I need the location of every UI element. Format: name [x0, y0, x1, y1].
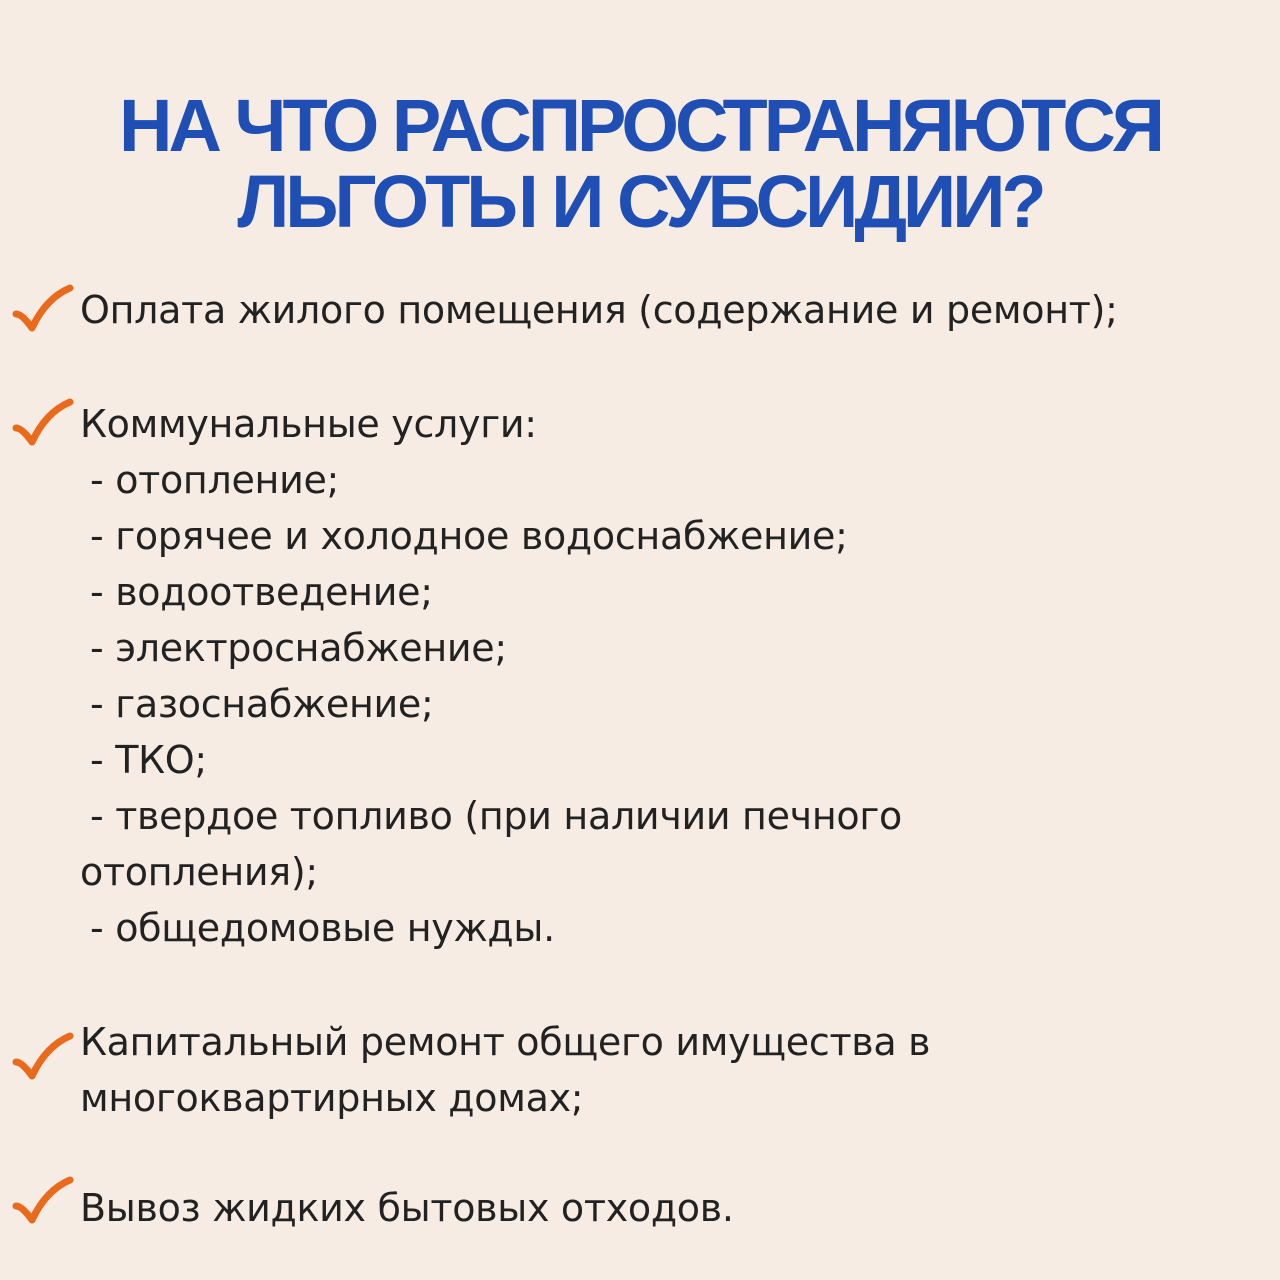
list-item-text: Коммунальные услуги: — [80, 402, 537, 446]
sub-item: - общедомовые нужды. — [90, 906, 555, 950]
list-item — [80, 282, 1118, 338]
checkmark-icon — [12, 1176, 74, 1226]
list-item — [80, 396, 902, 956]
sub-item: - горячее и холодное водоснабжение; — [90, 514, 848, 558]
list-item — [80, 1180, 734, 1236]
checkmark-icon — [12, 398, 74, 448]
checkmark-icon — [12, 1032, 74, 1082]
list-item-text: Вывоз жидких бытовых отходов. — [80, 1186, 734, 1230]
title-line-2: ЛЬГОТЫ И СУБСИДИИ? — [237, 160, 1043, 243]
title-line-1: НА ЧТО РАСПРОСТРАНЯЮТСЯ — [119, 84, 1161, 167]
sub-item-continuation: отопления); — [80, 850, 318, 894]
page-title — [0, 84, 1280, 243]
list-item — [80, 1014, 930, 1126]
sub-item: - электроснабжение; — [90, 626, 507, 670]
list-item-text: Оплата жилого помещения (содержание и ремонт); — [80, 288, 1118, 332]
list-item-text: Капитальный ремонт общего имущества в — [80, 1020, 931, 1064]
list-item-text: многоквартирных домах; — [80, 1076, 584, 1120]
sub-item: - отопление; — [90, 458, 340, 502]
checkmark-icon — [12, 284, 74, 334]
sub-item: - водоотведение; — [90, 570, 433, 614]
sub-item: - твердое топливо (при наличии печного — [90, 794, 902, 838]
sub-item: - газоснабжение; — [90, 682, 434, 726]
sub-item: - ТКО; — [90, 738, 207, 782]
